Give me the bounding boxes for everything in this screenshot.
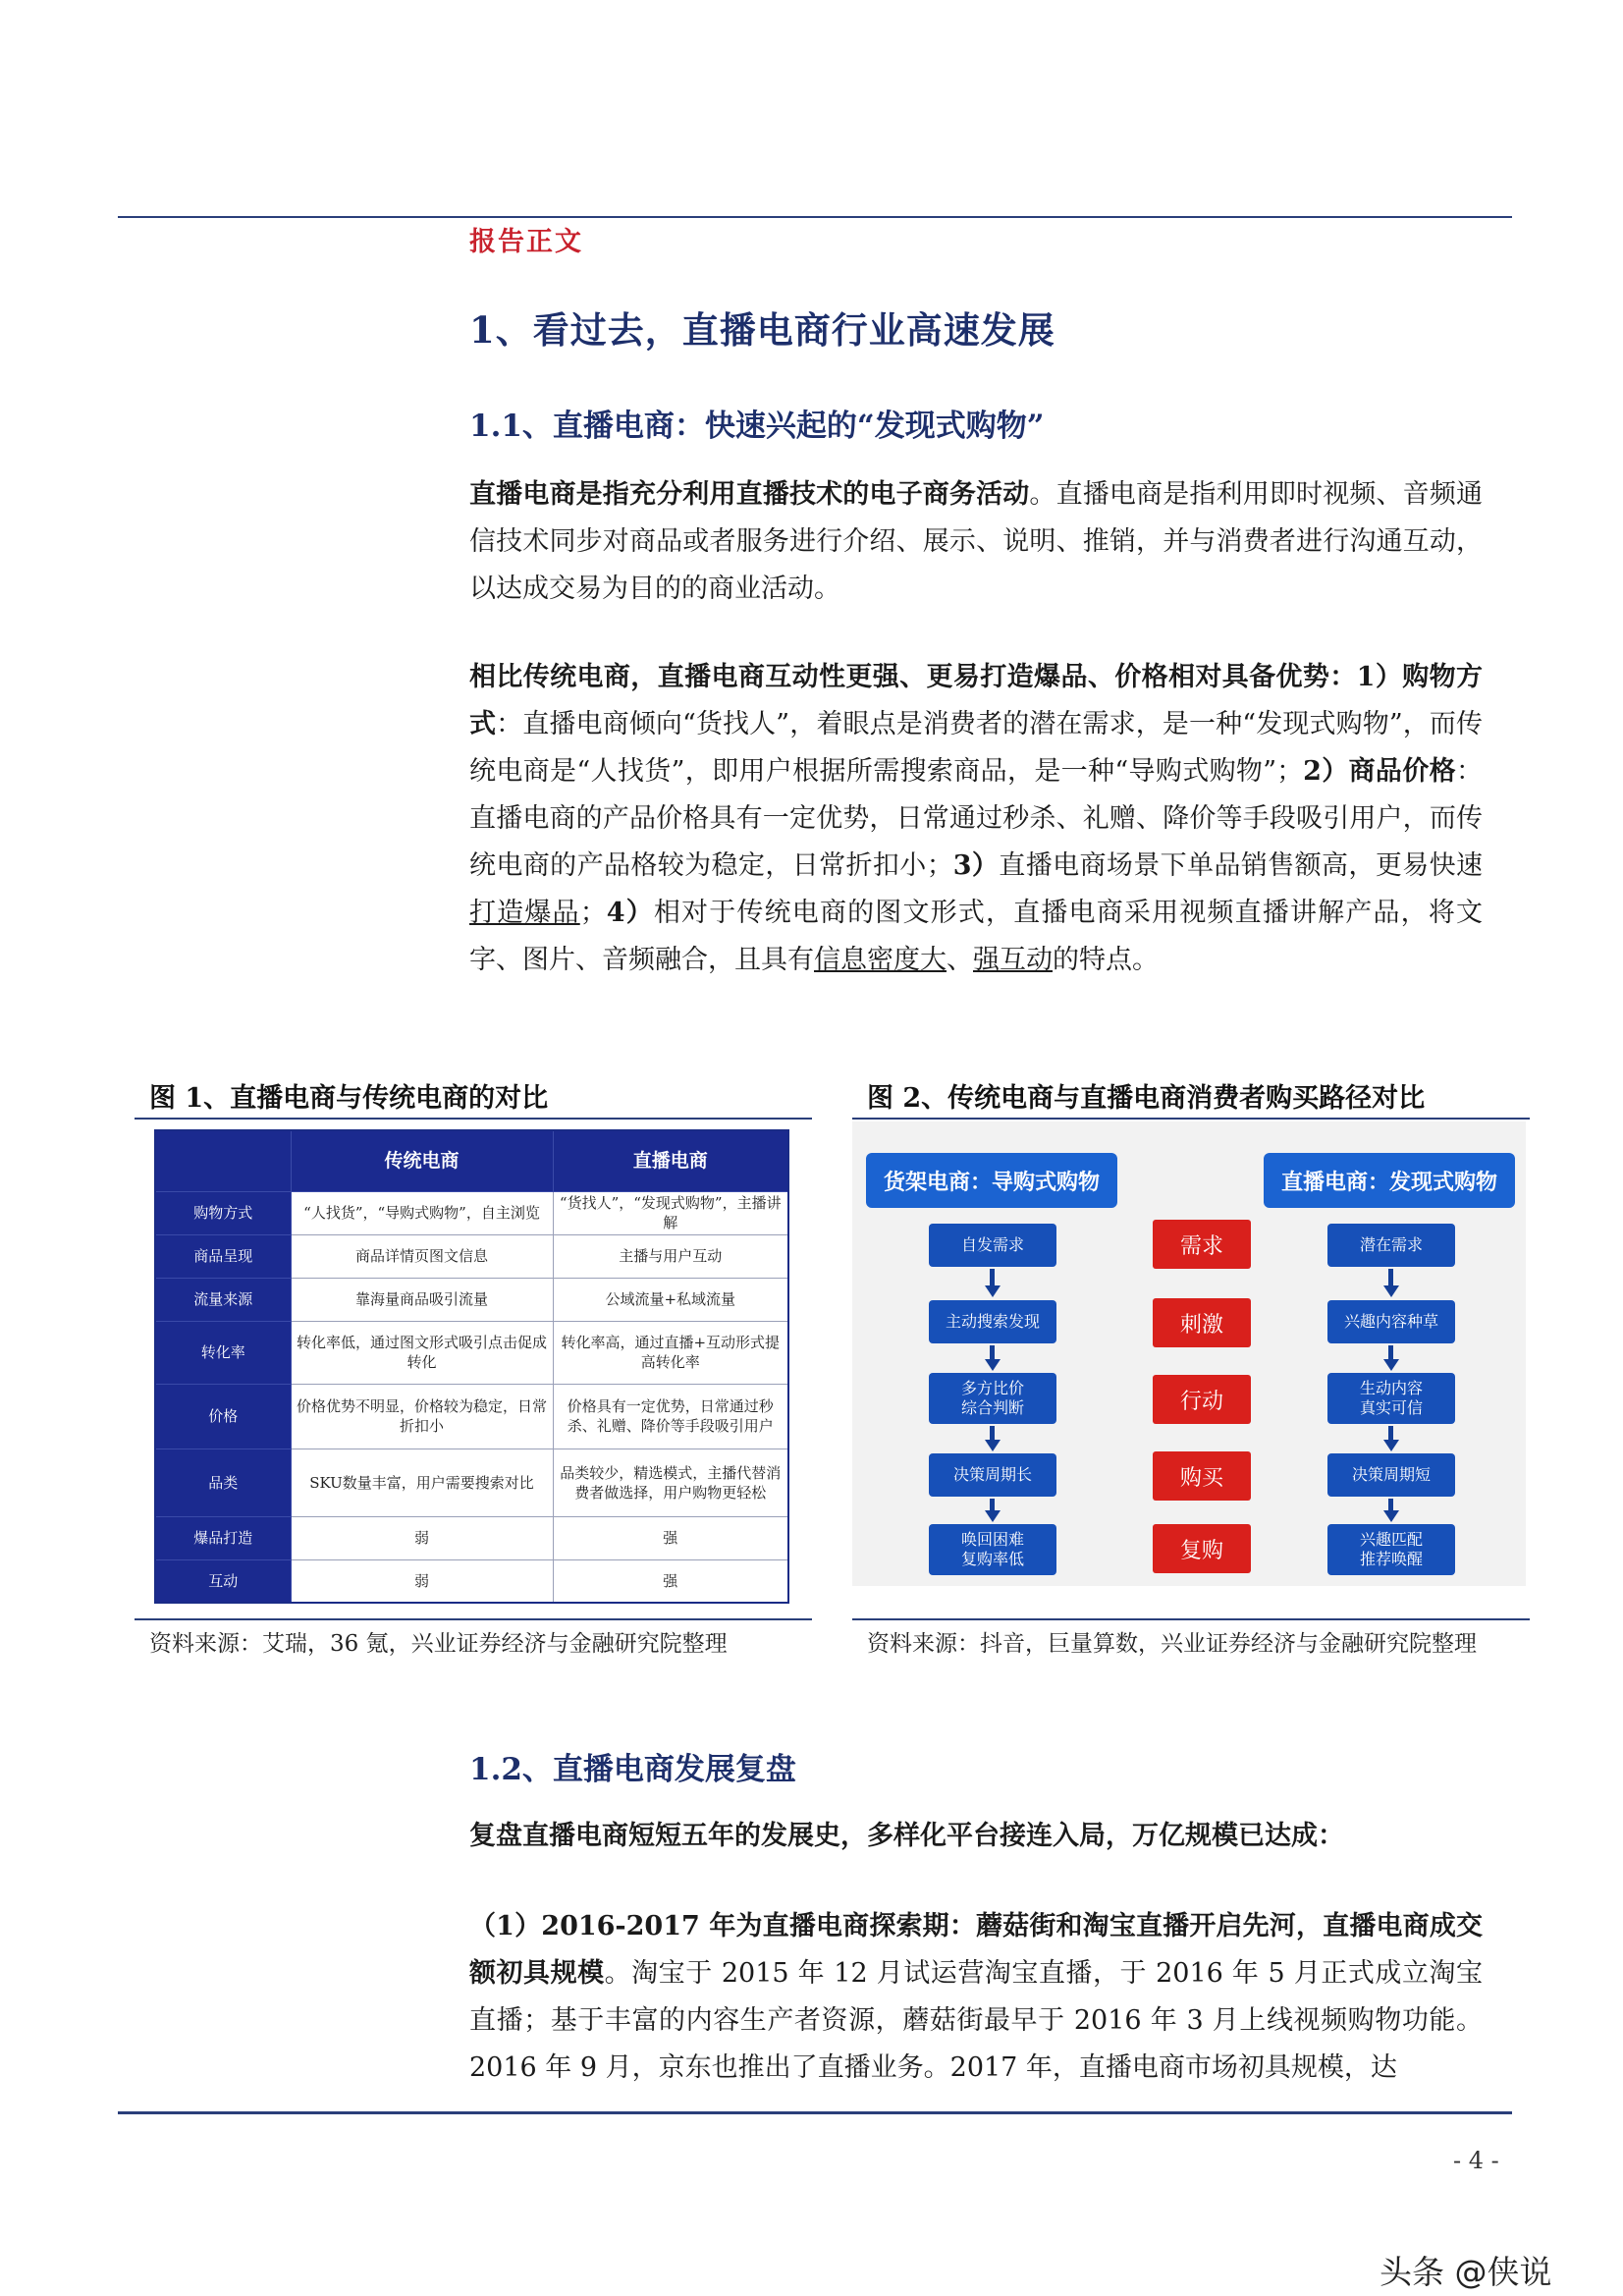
figure-1-bottom-rule [135, 1618, 812, 1620]
para-underline: 强互动 [973, 945, 1053, 975]
table-row [155, 1278, 788, 1321]
table-row [155, 1384, 788, 1449]
down-arrow-icon [1388, 1426, 1393, 1440]
paragraph-definition [469, 471, 1483, 613]
paragraph-comparison [469, 654, 1483, 984]
table-cell: “人找货”，“导购式购物”，自主浏览 [291, 1191, 553, 1234]
table-cell: 转化率高，通过直播+互动形式提高转化率 [553, 1321, 788, 1384]
row-header: 转化率 [155, 1321, 291, 1384]
header-rule [118, 216, 1512, 218]
watermark: 头条 @侠说 [1380, 2253, 1552, 2291]
live-step: 兴趣匹配 推荐唤醒 [1327, 1524, 1455, 1575]
table-cell: 价格优势不明显，价格较为稳定，日常折扣小 [291, 1384, 553, 1449]
live-path-header: 直播电商：发现式购物 [1264, 1153, 1515, 1208]
footer-rule [118, 2111, 1512, 2114]
para-text: 。淘宝于 2015 年 12 月试运营淘宝直播，于 2016 年 5 月正式成立淘宝直播；基于丰富的内容生产者资源，蘑菇街最早于 2016 年 3 月上线视频购物功能。2016 年 9 月，京东也推出了直播业务。2017 年，直播电商市场初具规模，达 [469, 1958, 1483, 2083]
para-bold: 3） [952, 850, 1000, 881]
traditional-step: 决策周期长 [929, 1453, 1056, 1497]
down-arrow-icon [1383, 1510, 1399, 1522]
traditional-step: 多方比价 综合判断 [929, 1373, 1056, 1424]
table-cell: SKU数量丰富，用户需要搜索对比 [291, 1449, 553, 1516]
down-arrow-icon [985, 1510, 1001, 1522]
table-header-cell: 直播电商 [553, 1130, 788, 1191]
table-header-cell: 传统电商 [291, 1130, 553, 1191]
comparison-table [154, 1129, 789, 1604]
table-row [155, 1449, 788, 1516]
table-cell: 品类较少，精选模式，主播代替消费者做选择，用户购物更轻松 [553, 1449, 788, 1516]
traditional-step: 主动搜索发现 [929, 1300, 1056, 1343]
table-cell: 强 [553, 1516, 788, 1559]
table-cell: 靠海量商品吸引流量 [291, 1278, 553, 1321]
figure-1-title: 图 1、直播电商与传统电商的对比 [149, 1083, 549, 1114]
traditional-step: 唤回困难 复购率低 [929, 1524, 1056, 1575]
row-header: 品类 [155, 1449, 291, 1516]
figure-2-source: 资料来源：抖音，巨量算数，兴业证券经济与金融研究院整理 [867, 1631, 1477, 1657]
para-text: 直播电商场景下单品销售额高，更易快速 [999, 850, 1484, 881]
down-arrow-icon [985, 1359, 1001, 1371]
stage-label: 需求 [1153, 1220, 1251, 1269]
row-header: 价格 [155, 1384, 291, 1449]
para-underline: 打造爆品 [469, 898, 580, 928]
row-header: 购物方式 [155, 1191, 291, 1234]
down-arrow-icon [1388, 1345, 1393, 1359]
live-step: 兴趣内容种草 [1327, 1300, 1455, 1343]
row-header: 爆品打造 [155, 1516, 291, 1559]
para-bold: 相比传统电商，直播电商互动性更强、更易打造爆品、价格相对具备优势：1）购物方式 [469, 662, 1483, 739]
live-step: 潜在需求 [1327, 1224, 1455, 1267]
para-text: 。直播电商是指利用即时视频、音频通信技术同步对商品或者服务进行介绍、展示、说明、推销，并与消费者进行沟通互动，以达成交易为目的的商业活动。 [469, 479, 1484, 604]
subsection-heading-1-2: 1.2、直播电商发展复盘 [469, 1752, 796, 1787]
page-number: - 4 - [1453, 2147, 1499, 2174]
row-header: 商品呈现 [155, 1234, 291, 1278]
section-tag: 报告正文 [469, 227, 583, 257]
table-row [155, 1191, 788, 1234]
table-cell: 商品详情页图文信息 [291, 1234, 553, 1278]
stage-label: 刺激 [1153, 1298, 1251, 1347]
stage-label: 购买 [1153, 1451, 1251, 1501]
chapter-heading: 1、看过去，直播电商行业高速发展 [469, 308, 1055, 352]
down-arrow-icon [985, 1440, 1001, 1451]
down-arrow-icon [990, 1426, 995, 1440]
row-header: 互动 [155, 1559, 291, 1603]
paragraph-exploration-period [469, 1903, 1483, 2092]
table-row [155, 1234, 788, 1278]
para-text: 、 [947, 945, 973, 975]
figure-2-bottom-rule [852, 1618, 1530, 1620]
table-cell: 转化率低，通过图文形式吸引点击促成转化 [291, 1321, 553, 1384]
down-arrow-icon [990, 1269, 995, 1286]
table-cell: 主播与用户互动 [553, 1234, 788, 1278]
para-text: ； [579, 898, 607, 928]
down-arrow-icon [990, 1345, 995, 1359]
table-cell: 弱 [291, 1559, 553, 1603]
subsection-heading-1-1: 1.1、直播电商：快速兴起的“发现式购物” [469, 409, 1045, 444]
down-arrow-icon [1383, 1359, 1399, 1371]
table-row [155, 1516, 788, 1559]
down-arrow-icon [985, 1285, 1001, 1297]
figure-2-title: 图 2、传统电商与直播电商消费者购买路径对比 [867, 1083, 1426, 1114]
table-row [155, 1559, 788, 1603]
purchase-path-diagram [852, 1121, 1526, 1586]
stage-label: 复购 [1153, 1524, 1251, 1573]
table-cell: 公域流量+私域流量 [553, 1278, 788, 1321]
para-bold: 4） [606, 898, 654, 928]
paragraph-lead: 复盘直播电商短短五年的发展史，多样化平台接连入局，万亿规模已达成： [469, 1821, 1344, 1851]
row-header: 流量来源 [155, 1278, 291, 1321]
stage-label: 行动 [1153, 1375, 1251, 1424]
para-text: 的特点。 [1053, 945, 1159, 975]
down-arrow-icon [1388, 1499, 1393, 1510]
traditional-step: 自发需求 [929, 1224, 1056, 1267]
table-header-cell [155, 1130, 291, 1191]
traditional-path-header: 货架电商：导购式购物 [866, 1153, 1117, 1208]
figure-1-rule [135, 1118, 812, 1120]
table-header-row [155, 1130, 788, 1191]
para-bold: （1）2016-2017 年为直播电商探索期：蘑菇街和淘宝直播开启先河，直播电商成交额初具规模 [469, 1911, 1483, 1989]
para-text: 相对于传统电商的图文形式，直播电商采用视频直播讲解产品，将文字、图片、音频融合，且具有 [469, 898, 1484, 975]
down-arrow-icon [1383, 1440, 1399, 1451]
table-cell: “货找人”，“发现式购物”，主播讲解 [553, 1191, 788, 1234]
down-arrow-icon [1383, 1285, 1399, 1297]
table-cell: 价格具有一定优势，日常通过秒杀、礼赠、降价等手段吸引用户 [553, 1384, 788, 1449]
table-cell: 强 [553, 1559, 788, 1603]
figure-1-source: 资料来源：艾瑞，36 氪，兴业证券经济与金融研究院整理 [149, 1631, 728, 1657]
table-cell: 弱 [291, 1516, 553, 1559]
para-bold: 2）商品价格 [1303, 756, 1456, 787]
figure-2-rule [852, 1118, 1530, 1120]
down-arrow-icon [1388, 1269, 1393, 1286]
down-arrow-icon [990, 1499, 995, 1510]
para-underline: 信息密度大 [814, 945, 947, 975]
para-bold: 直播电商是指充分利用直播技术的电子商务活动 [469, 479, 1030, 510]
table-row [155, 1321, 788, 1384]
para-text: ：直播电商的产品价格具有一定优势，日常通过秒杀、礼赠、降价等手段吸引用户，而传统电商的产品格较为稳定，日常折扣小； [469, 756, 1483, 881]
para-text: ：直播电商倾向“货找人”，着眼点是消费者的潜在需求，是一种“发现式购物”，而传统电商是“人找货”，即用户根据所需搜索商品，是一种“导购式购物”； [469, 709, 1483, 787]
live-step: 决策周期短 [1327, 1453, 1455, 1497]
live-step: 生动内容 真实可信 [1327, 1373, 1455, 1424]
